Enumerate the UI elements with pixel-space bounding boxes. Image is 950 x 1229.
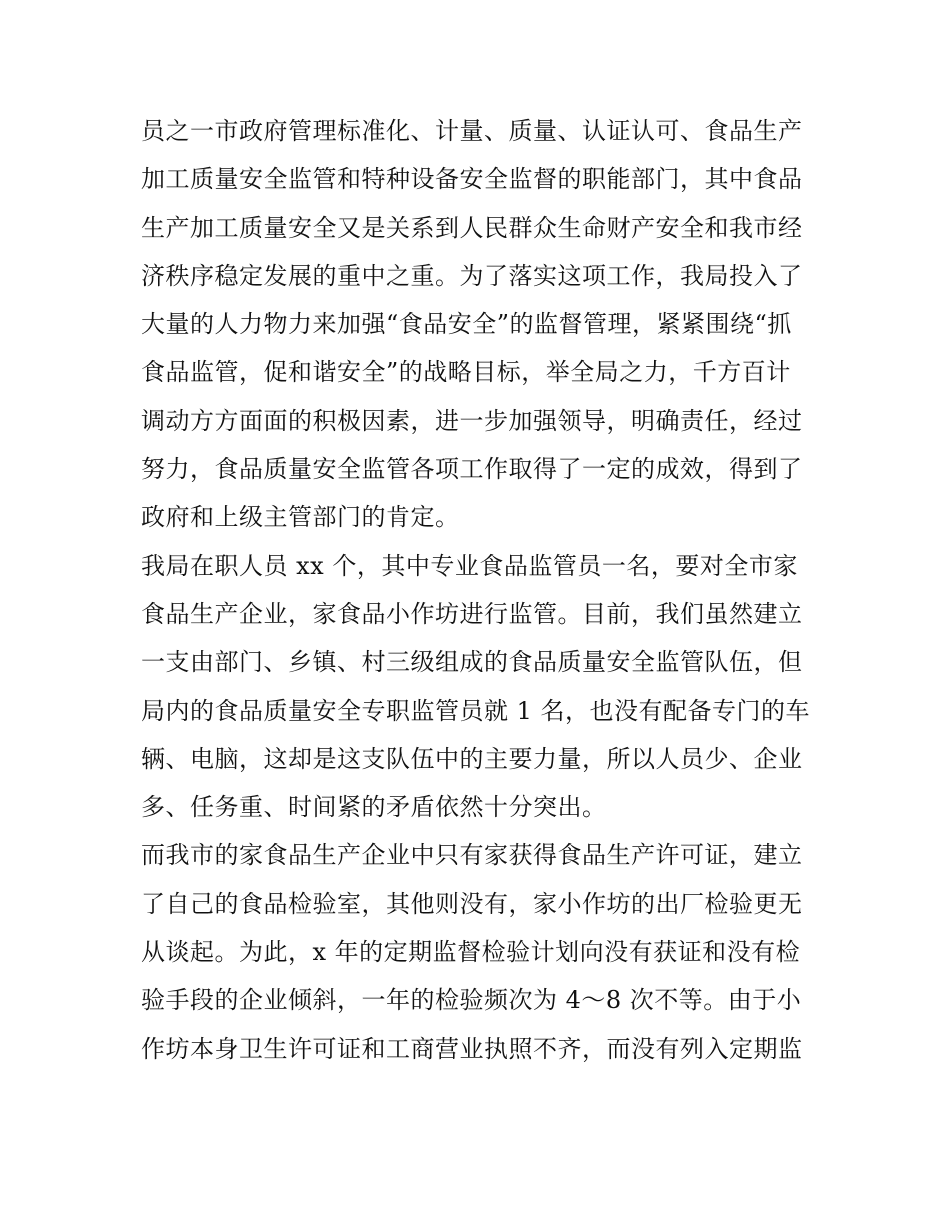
text-line: 大量的人力物力来加强“食品安全”的监督管理，紧紧围绕“抓	[141, 310, 792, 339]
text-line: 而我市的家食品生产企业中只有家获得食品生产许可证，建立	[141, 841, 803, 870]
text-line: 了自己的食品检验室，其他则没有，家小作坊的出厂检验更无	[141, 889, 803, 918]
text-line: 一支由部门、乡镇、村三级组成的食品质量安全监管队伍，但	[141, 648, 803, 677]
text-line: 作坊本身卫生许可证和工商营业执照不齐，而没有列入定期监	[141, 1034, 803, 1063]
text-line: 从谈起。为此，x 年的定期监督检验计划向没有获证和没有检	[141, 938, 801, 967]
text-line: 济秩序稳定发展的重中之重。为了落实这项工作，我局投入了	[141, 261, 803, 290]
text-line: 食品生产企业，家食品小作坊进行监管。目前，我们虽然建立	[141, 599, 803, 628]
text-line: 辆、电脑，这却是这支队伍中的主要力量，所以人员少、企业	[141, 744, 803, 773]
text-line: 我局在职人员 xx 个，其中专业食品监管员一名，要对全市家	[141, 551, 798, 580]
text-line: 局内的食品质量安全专职监管员就 1 名，也没有配备专门的车	[141, 696, 811, 725]
text-line: 多、任务重、时间紧的矛盾依然十分突出。	[141, 793, 607, 822]
text-line: 政府和上级主管部门的肯定。	[141, 503, 460, 532]
text-line: 食品监管，促和谐安全”的战略目标，举全局之力，千方百计	[141, 358, 791, 387]
text-line: 生产加工质量安全又是关系到人民群众生命财产安全和我市经	[141, 213, 803, 242]
document-body	[141, 107, 821, 1073]
text-line: 员之一市政府管理标准化、计量、质量、认证认可、食品生产	[141, 117, 803, 145]
text-line: 调动方方面面的积极因素，进一步加强领导，明确责任，经过	[141, 406, 803, 435]
text-line: 验手段的企业倾斜，一年的检验频次为 4～8 次不等。由于小	[141, 986, 802, 1015]
text-line: 加工质量安全监管和特种设备安全监督的职能部门，其中食品	[141, 165, 803, 194]
text-line: 努力，食品质量安全监管各项工作取得了一定的成效，得到了	[141, 455, 803, 484]
